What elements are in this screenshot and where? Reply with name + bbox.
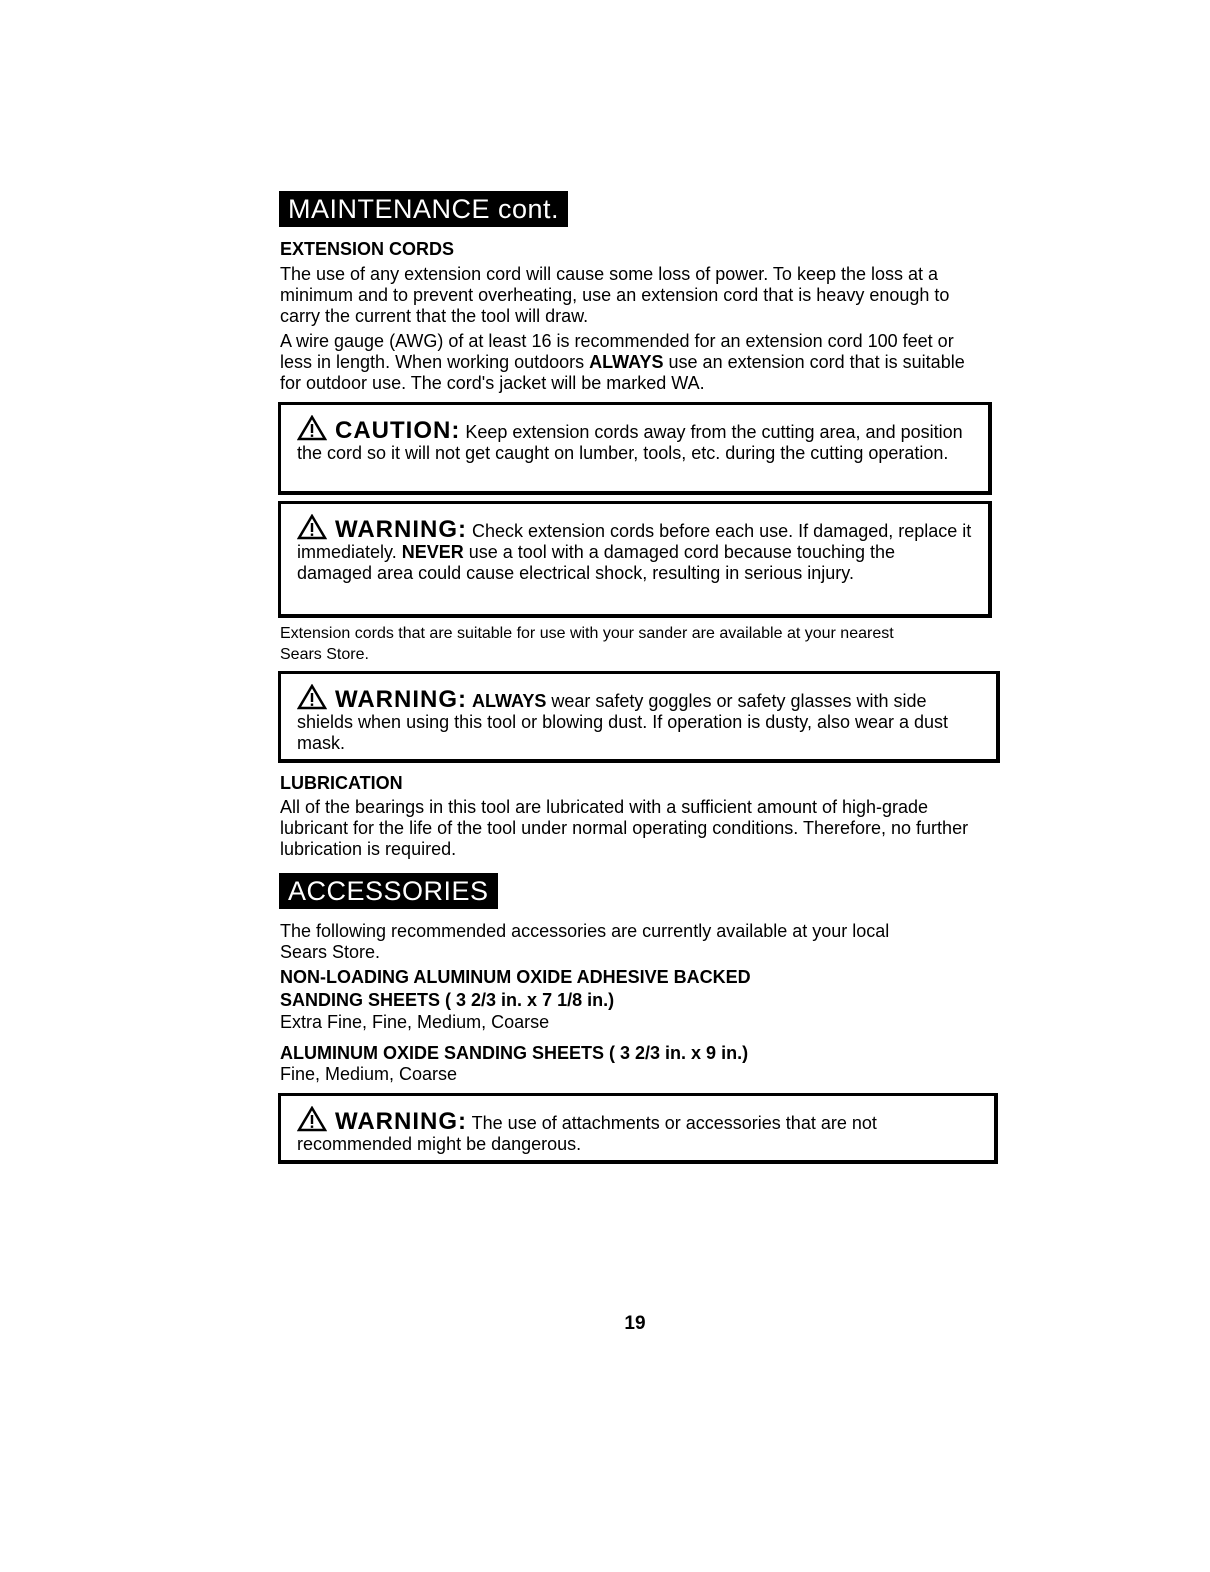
page-number: 19 [624, 1313, 646, 1334]
item2-title: ALUMINUM OXIDE SANDING SHEETS ( 3 2/3 in. x 9 in.) [280, 1043, 749, 1063]
warning-1-text-end: use a tool with a damaged cord because touching the damaged area could cause electrical shock, resulting in serious injury. [297, 542, 896, 583]
para2-bold-always: ALWAYS [589, 352, 664, 372]
lubrication-paragraph: All of the bearings in this tool are lubricated with a sufficient amount of high-grade lubricant for the life of the tool under normal operating conditions. Therefore, no further lubrication is required. [280, 797, 969, 859]
warning-triangle-icon [297, 684, 327, 710]
warning-1-bold-never: NEVER [401, 542, 464, 562]
extension-cords-paragraph-1: The use of any extension cord will cause some loss of power. To keep the loss at a minimum and to prevent overheating, use an extension cord that is heavy enough to carry the current that the tool will draw. [280, 264, 950, 326]
sears-availability-note: Extension cords that are suitable for use with your sander are available at your nearest Sears Store. [280, 625, 894, 663]
item1-grades: Extra Fine, Fine, Medium, Coarse [280, 1012, 550, 1032]
extension-cords-paragraph-2 [280, 331, 985, 394]
accessories-intro: The following recommended accessories are currently available at your local Sears Store. [280, 921, 890, 962]
accessories-banner: ACCESSORIES [279, 873, 498, 909]
warning-signal-word: WARNING: [335, 1108, 467, 1135]
warning-2-text: wear safety goggles or safety glasses with side shields when using this tool or blowing dust. If operation is dusty, also wear a dust mask. [297, 691, 949, 753]
warning-box-accessories [278, 1093, 998, 1164]
extension-cords-heading: EXTENSION CORDS [280, 239, 455, 259]
warning-1-text-start: Check extension cords before each use. If damaged, replace it immediately. [297, 521, 972, 562]
caution-box [278, 402, 992, 495]
warning-triangle-icon [297, 514, 327, 540]
caution-signal-word: CAUTION: [335, 417, 461, 444]
item1-title-line2: SANDING SHEETS ( 3 2/3 in. x 7 1/8 in.) [280, 990, 615, 1010]
warning-triangle-icon [297, 415, 327, 441]
warning-box-goggles [278, 671, 1000, 763]
para2-text-end: use an extension cord that is suitable for outdoor use. The cord's jacket will be marked WA. [280, 352, 965, 393]
item2-grades: Fine, Medium, Coarse [280, 1064, 458, 1084]
para2-text-start: A wire gauge (AWG) of at least 16 is recommended for an extension cord 100 feet or less in length. When working outdoors [280, 331, 954, 372]
warning-signal-word: WARNING: [335, 516, 467, 543]
warning-box-cords [278, 501, 992, 618]
warning-signal-word: WARNING: [335, 686, 467, 713]
item1-title-line1: NON-LOADING ALUMINUM OXIDE ADHESIVE BACKED [280, 967, 751, 987]
warning-triangle-icon [297, 1106, 327, 1132]
caution-text: Keep extension cords away from the cutting area, and position the cord so it will not get caught on lumber, tools, etc. during the cutting operation. [297, 422, 963, 463]
maintenance-banner: MAINTENANCE cont. [279, 191, 568, 227]
warning-3-text: The use of attachments or accessories that are not recommended might be dangerous. [297, 1113, 877, 1154]
lubrication-heading: LUBRICATION [280, 773, 403, 793]
warning-2-bold-always: ALWAYS [472, 691, 547, 711]
